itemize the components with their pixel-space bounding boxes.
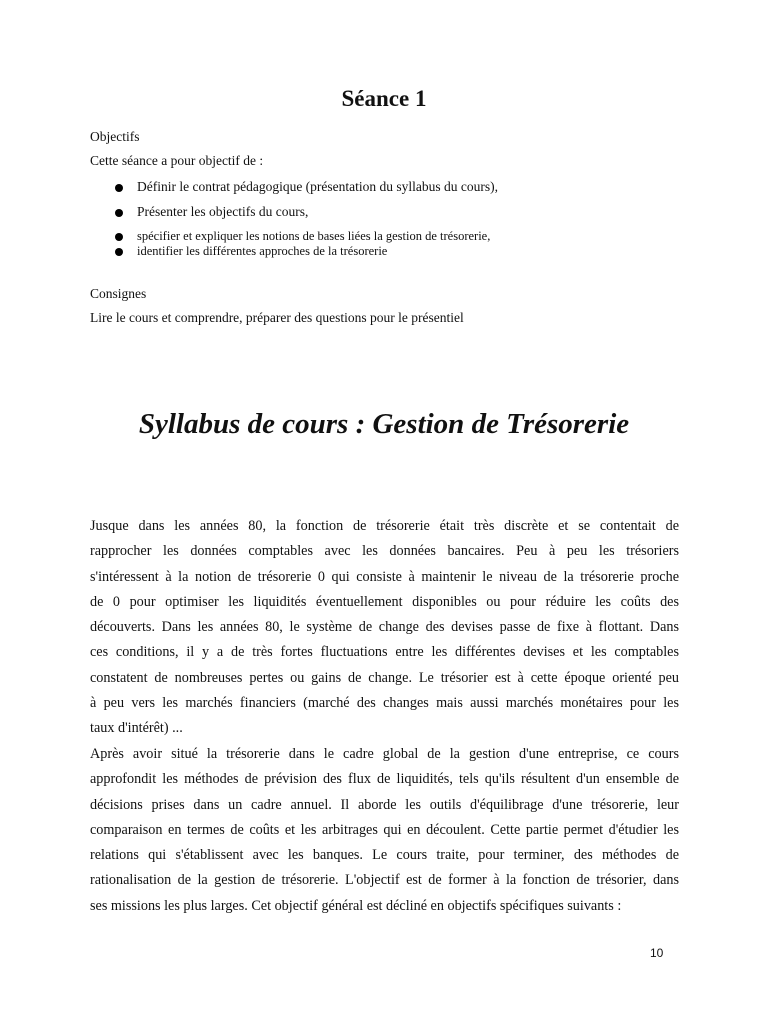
paragraph-line: approfondit les méthodes de prévision des flux de liquidités, tels qu'ils résultent d'un ensemble de <box>90 771 679 788</box>
consignes-text: Lire le cours et comprendre, préparer des questions pour le présentiel <box>90 310 464 325</box>
paragraph-intro <box>90 514 679 742</box>
paragraph-line: ces conditions, il y a de très fortes fluctuations entre les différentes devises et les comptables <box>90 644 679 661</box>
syllabus-title: Syllabus de cours : Gestion de Trésorerie <box>138 408 630 440</box>
bullet-icon <box>115 209 123 217</box>
paragraph-line: ses missions les plus larges. Cet objectif général est décliné en objectifs spécifiques suivants : <box>90 897 622 914</box>
paragraph-line: relations qui s'établissent avec les banques. Le cours traite, pour terminer, des méthodes de <box>90 847 679 864</box>
paragraph-line: comparaison en termes de coûts et les arbitrages qui en découlent. Cette partie permet d'étudier les <box>90 821 679 838</box>
document-page: Séance 1 Objectifs Cette séance a pour objectif de : Définir le contrat pédagogique (présentation du syllabus du cours), Présenter les objectifs du cours, spécifier et expliquer les notions de bases liées la gestion de trésorerie, identifier les différentes approches de la trésorerie Consignes Lire le cours et comprendre, préparer des questions pour le présentiel Syllabus de cours : Gestion de Trésorerie Jusque dans les années 80, la fonction de trésorerie était très discrète et se contentait de rapprocher les données comptables avec les données bancaires. Peu à peu les trésoriers s'intéressent à la notion de trésorerie 0 qui consiste à maintenir le niveau de la trésorerie proche de 0 pour optimiser les liquidités éventuellement disponibles ou pour réduire les coûts des découverts. Dans les années 80, le système de change des devises passe de fixe à flottant. Dans ces conditions, il y a de très fortes fluctuations entre les différentes devises et les comptables constatent de nombreuses pertes ou gains de change. Le trésorier est à cette époque orienté peu à peu vers les marchés financiers (marché des changes mais aussi marchés monétaires pour les taux d'intérêt) ... Après avoir situé la trésorerie dans le cadre global de la gestion d'une entreprise, ce cours approfondit les méthodes de prévision des flux de liquidités, tels qu'ils résultent d'un ensemble de décisions prises dans un cadre annuel. Il aborde les outils d'équilibrage d'une trésorerie, leur comparaison en termes de coûts et les arbitrages qui en découlent. Cette partie permet d'étudier les relations qui s'établissent avec les banques. Le cours traite, pour terminer, des méthodes de rationalisation de la gestion de trésorerie. L'objectif est de former à la fonction de trésorier, dans ses missions les plus larges. Cet objectif général est décliné en objectifs spécifiques suivants : 10 <box>0 0 768 1024</box>
paragraph-line: rapprocher les données comptables avec les données bancaires. Peu à peu les trésoriers <box>90 543 679 560</box>
paragraph-line: s'intéressent à la notion de trésorerie 0 qui consiste à maintenir le niveau de la trésorerie proche <box>90 568 679 585</box>
paragraph-course <box>90 742 679 919</box>
paragraph-line: rationalisation de la gestion de trésorerie. L'objectif est de former à la fonction de trésorier, dans <box>90 872 679 889</box>
seance-title: Séance 1 <box>341 86 427 111</box>
paragraph-line: constatent de nombreuses pertes ou gains de change. Le trésorier est à cette époque orienté peu <box>90 669 679 686</box>
paragraph-line: taux d'intérêt) ... <box>90 720 183 737</box>
consignes-heading: Consignes <box>90 286 147 301</box>
paragraph-line: Jusque dans les années 80, la fonction de trésorerie était très discrète et se contentait de <box>90 518 679 534</box>
paragraph-line: décisions prises dans un cadre annuel. Il aborde les outils d'équilibrage d'une trésorerie, leur <box>90 796 679 813</box>
page-number: 10 <box>650 946 664 960</box>
paragraph-line: de 0 pour optimiser les liquidités éventuellement disponibles ou pour réduire les coûts des <box>90 593 679 610</box>
bullet-icon <box>115 184 123 192</box>
paragraph-line: à peu vers les marchés financiers (marché des changes mais aussi marchés monétaires pour les <box>90 695 679 712</box>
bullet-icon <box>115 248 123 256</box>
bullet-icon <box>115 233 123 241</box>
objectifs-heading: Objectifs <box>90 129 140 144</box>
paragraph-line: Après avoir situé la trésorerie dans le cadre global de la gestion d'une entreprise, ce cours <box>90 746 679 762</box>
objectifs-intro: Cette séance a pour objectif de : <box>90 153 264 168</box>
paragraph-line: découverts. Dans les années 80, le système de change des devises passe de fixe à flottant. Dans <box>90 619 679 636</box>
